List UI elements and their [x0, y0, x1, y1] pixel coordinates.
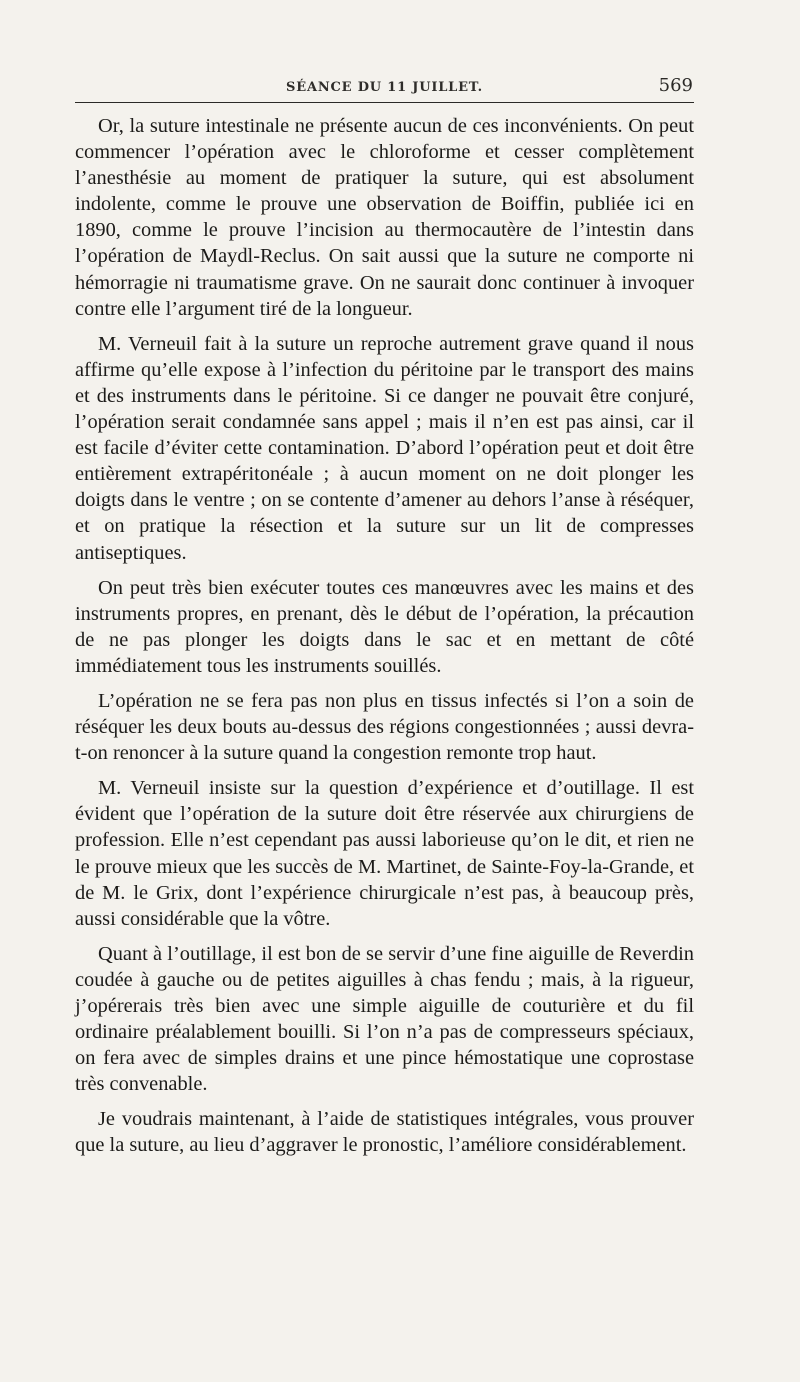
paragraph-1: Or, la suture intestinale ne présente aucun de ces inconvénients. On peut commencer l’opération avec le chloroforme et cesser complètement l’anesthésie au moment de pratiquer la suture, qui est absolument indolente, comme le prouve une observation de Boiffin, publiée ici en 1890, comme le prouve l’incision au thermocautère de l’intestin dans l’opération de Maydl-Reclus. On sait aussi que la suture ne comporte ni hémorragie ni traumatisme grave. On ne saurait donc continuer à invoquer contre elle l’argument tiré de la longueur. [75, 115, 694, 320]
page-body [75, 113, 694, 1159]
paragraph-5: M. Verneuil insiste sur la question d’expérience et d’outillage. Il est évident que l’opération de la suture doit être réservée aux chirurgiens de profession. Elle n’est cependant pas aussi laborieuse qu’on le dit, et rien ne le prouve mieux que les succès de M. Martinet, de Sainte-Foy-la-Grande, et de M. le Grix, dont l’expérience chirurgicale n’est pas, à beaucoup près, aussi considérable que la vôtre. [75, 777, 694, 930]
paragraph-2: M. Verneuil fait à la suture un reproche autrement grave quand il nous affirme qu’elle expose à l’infection du péritoine par le transport des mains et des instruments dans le péritoine. Si ce danger ne pouvait être conjuré, l’opération serait condamnée sans appel ; mais il n’en est pas ainsi, car il est facile d’éviter cette contamination. D’abord l’opération peut et doit être entièrement extrapéritonéale ; à aucun moment on ne doit plonger les doigts dans le ventre ; on se contente d’amener au dehors l’anse à réséquer, et on pratique la résection et la suture sur un lit de compresses antiseptiques. [75, 332, 694, 564]
paragraph-3: On peut très bien exécuter toutes ces manœuvres avec les mains et des instruments propres, en prenant, dès le début de l’opération, la précaution de ne pas plonger les doigts dans le sac et en mettant de côté immédiatement tous les instruments souillés. [75, 576, 694, 677]
running-title: SÉANCE DU 11 JUILLET. [286, 80, 483, 95]
paragraph-6: Quant à l’outillage, il est bon de se servir d’une fine aiguille de Reverdin coudée à gauche ou de petites aiguilles à chas fendu ; mais, à la rigueur, j’opérerais très bien avec une simple aiguille de couturière et du fil ordinaire préalablement bouilli. Si l’on n’a pas de compresseurs spéciaux, on fera avec de simples drains et une pince hémostatique une coprostase très convenable. [75, 942, 694, 1096]
running-header [75, 74, 694, 103]
paragraph-4: L’opération ne se fera pas non plus en tissus infectés si l’on a soin de réséquer les deux bouts au-dessus des régions congestionnées ; aussi devra-t-on renoncer à la suture quand la congestion remonte trop haut. [75, 689, 694, 765]
page-number: 569 [658, 75, 693, 96]
paragraph-7: Je voudrais maintenant, à l’aide de statistiques intégrales, vous prouver que la suture, au lieu d’aggraver le pronostic, l’améliore considérablement. [75, 1108, 694, 1157]
